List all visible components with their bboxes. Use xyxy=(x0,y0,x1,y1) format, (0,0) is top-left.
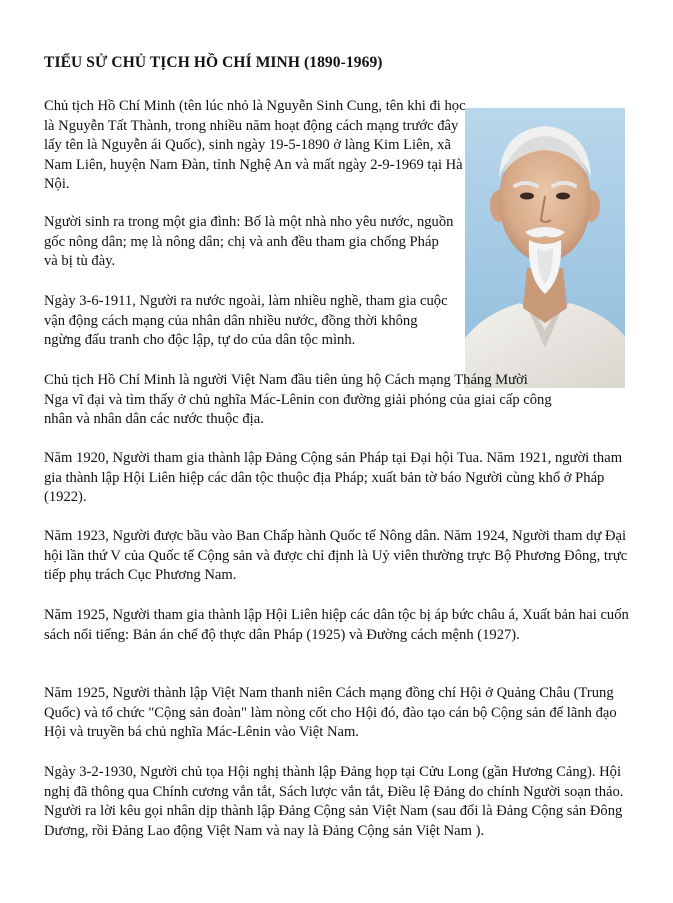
portrait-photo xyxy=(465,108,625,388)
paragraph-6: Năm 1923, Người được bầu vào Ban Chấp hành Quốc tế Nông dân. Năm 1924, Người tham dự Đại hội lần thứ V của Quốc tế Cộng sản và được chỉ định là Uỷ viên thường trực Bộ Phương Đông, trực tiếp phụ trách Cục Phương Nam. xyxy=(44,528,628,584)
paragraph-4: Chủ tịch Hồ Chí Minh là người Việt Nam đầu tiên ủng hộ Cách mạng Tháng Mười Nga vĩ đại và tìm thấy ở chủ nghĩa Mác-Lênin con đường giải phóng của giai cấp công nhân và nhân dân các nước thuộc địa. xyxy=(44,372,552,428)
document-title: TIỂU SỬ CHỦ TỊCH HỒ CHÍ MINH (1890-1969) xyxy=(44,54,383,71)
paragraph-8: Năm 1925, Người thành lập Việt Nam thanh niên Cách mạng đồng chí Hội ở Quảng Châu (Trung Quốc) và tổ chức "Cộng sản đoàn" làm nòng cốt cho Hội đó, đào tạo cán bộ Cộng sản để lãnh đạo Hội và truyền bá chủ nghĩa Mác-Lênin vào Việt Nam. xyxy=(44,685,617,741)
paragraph-9: Ngày 3-2-1930, Người chủ tọa Hội nghị thành lập Đảng họp tại Cửu Long (gần Hương Cảng). Hội nghị đã thông qua Chính cương vắn tắt, Sách lược vắn tắt, Điều lệ Đảng do chính Người soạn thảo. Người ra lời kêu gọi nhân dịp thành lập Đảng Cộng sản Việt Nam (sau đổi là Đảng Cộng sản Đông Dương, rồi Đảng Lao động Việt Nam và nay là Đảng Cộng sản Việt Nam ). xyxy=(44,764,624,839)
paragraph-3: Ngày 3-6-1911, Người ra nước ngoài, làm nhiều nghề, tham gia cuộc vận động cách mạng của nhân dân nhiều nước, đồng thời không ngừng đấu tranh cho độc lập, tự do của dân tộc mình. xyxy=(44,293,448,349)
paragraph-7: Năm 1925, Người tham gia thành lập Hội Liên hiệp các dân tộc bị áp bức châu á, Xuất bản hai cuốn sách nổi tiếng: Bản án chế độ thực dân Pháp (1925) và Đường cách mệnh (1927). xyxy=(44,607,629,643)
paragraph-5: Năm 1920, Người tham gia thành lập Đảng Cộng sản Pháp tại Đại hội Tua. Năm 1921, người tham gia thành lập Hội Liên hiệp các dân tộc thuộc địa Pháp; xuất bản tờ báo Người cùng khổ ở Pháp (1922). xyxy=(44,450,623,506)
paragraph-1: Chủ tịch Hồ Chí Minh (tên lúc nhỏ là Nguyễn Sinh Cung, tên khi đi học là Nguyễn Tất Thành, trong nhiều năm hoạt động cách mạng trước đây lấy tên là Nguyễn ái Quốc), sinh ngày 19-5-1890 ở làng Kim Liên, xã Nam Liên, huyện Nam Đàn, tỉnh Nghệ An và mất ngày 2-9-1969 tại Hà Nội. xyxy=(44,98,466,193)
paragraph-2: Người sinh ra trong một gia đình: Bố là một nhà nho yêu nước, nguồn gốc nông dân; mẹ là nông dân; chị và anh đều tham gia chống Pháp và bị tù đày. xyxy=(44,214,454,270)
